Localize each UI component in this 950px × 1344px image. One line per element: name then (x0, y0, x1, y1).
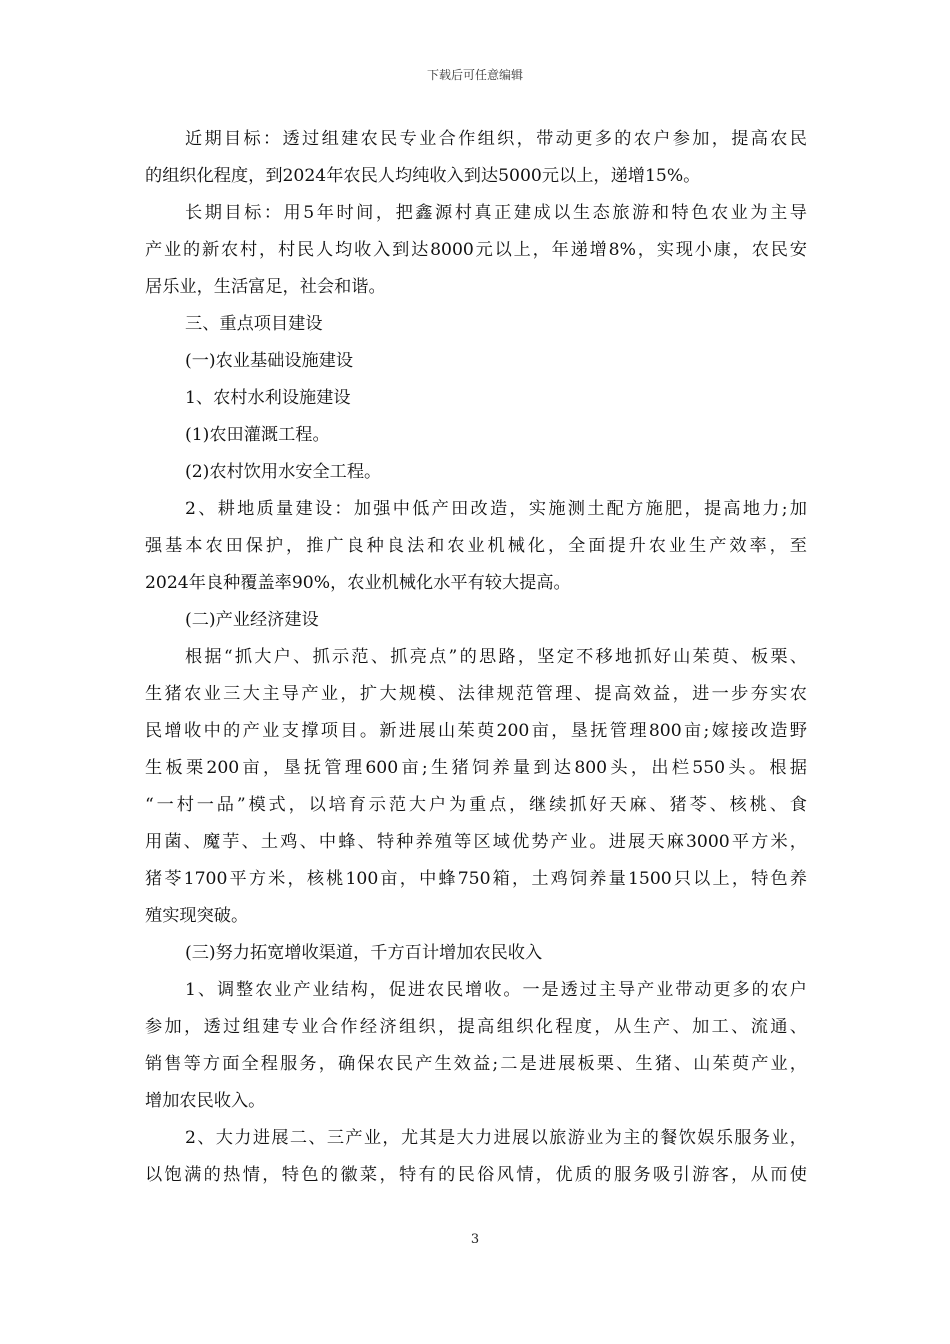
text-line: 增加农民收入。 (145, 1091, 266, 1111)
text-line: 以饱满的热情，特色的徽菜，特有的民俗风情，优质的服务吸引游客，从而使 (145, 1165, 807, 1185)
text-line: 2、耕地质量建设：加强中低产田改造，实施测土配方施肥，提高地力;加 (185, 499, 807, 519)
text-line: “一村一品”模式，以培育示范大户为重点，继续抓好天麻、猪苓、核桃、食 (145, 795, 807, 815)
text-line: 猪苓1700平方米，核桃100亩，中蜂750箱，土鸡饲养量1500只以上，特色养 (145, 869, 807, 889)
page-header: 下载后可任意编辑 (426, 68, 523, 82)
text-line: 产业的新农村，村民人均收入到达8000元以上，年递增8%，实现小康，农民安 (145, 240, 807, 260)
text-line: (一)农业基础设施建设 (185, 351, 354, 371)
page-number: 3 (470, 1232, 480, 1247)
text-line: 殖实现突破。 (145, 906, 249, 926)
text-line: 2024年良种覆盖率90%，农业机械化水平有较大提高。 (145, 573, 571, 593)
text-line: 2、大力进展二、三产业，尤其是大力进展以旅游业为主的餐饮娱乐服务业， (185, 1128, 807, 1148)
text-line: 用菌、魔芋、土鸡、中蜂、特种养殖等区域优势产业。进展天麻3000平方米， (145, 832, 807, 852)
text-line: 强基本农田保护，推广良种良法和农业机械化，全面提升农业生产效率，至 (145, 536, 807, 556)
text-line: 长期目标：用5年时间，把鑫源村真正建成以生态旅游和特色农业为主导 (185, 203, 807, 223)
text-line: 三、重点项目建设 (185, 314, 323, 334)
text-line: 1、农村水利设施建设 (185, 388, 351, 408)
text-line: (三)努力拓宽增收渠道，千方百计增加农民收入 (185, 943, 543, 963)
text-line: (2)农村饮用水安全工程。 (185, 462, 382, 482)
text-line: 生板栗200亩，垦抚管理600亩;生猪饲养量到达800头，出栏550头。根据 (145, 758, 807, 778)
text-line: 根据“抓大户、抓示范、抓亮点”的思路，坚定不移地抓好山茱萸、板栗、 (185, 647, 807, 667)
text-line: (1)农田灌溉工程。 (185, 425, 330, 445)
text-line: 销售等方面全程服务，确保农民产生效益;二是进展板栗、生猪、山茱萸产业， (145, 1054, 807, 1074)
text-line: 生猪农业三大主导产业，扩大规模、法律规范管理、提高效益，进一步夯实农 (145, 684, 807, 704)
text-line: 民增收中的产业支撑项目。新进展山茱萸200亩，垦抚管理800亩;嫁接改造野 (145, 721, 807, 741)
text-line: 近期目标：透过组建农民专业合作组织，带动更多的农户参加，提高农民 (185, 129, 807, 149)
text-line: 1、调整农业产业结构，促进农民增收。一是透过主导产业带动更多的农户 (185, 980, 807, 1000)
text-line: 参加，透过组建专业合作经济组织，提高组织化程度，从生产、加工、流通、 (145, 1017, 807, 1037)
text-line: 居乐业，生活富足，社会和谐。 (145, 277, 386, 297)
text-line: (二)产业经济建设 (185, 610, 319, 630)
text-line: 的组织化程度，到2024年农民人均纯收入到达5000元以上，递增15%。 (145, 166, 701, 186)
document-body (145, 121, 807, 1194)
